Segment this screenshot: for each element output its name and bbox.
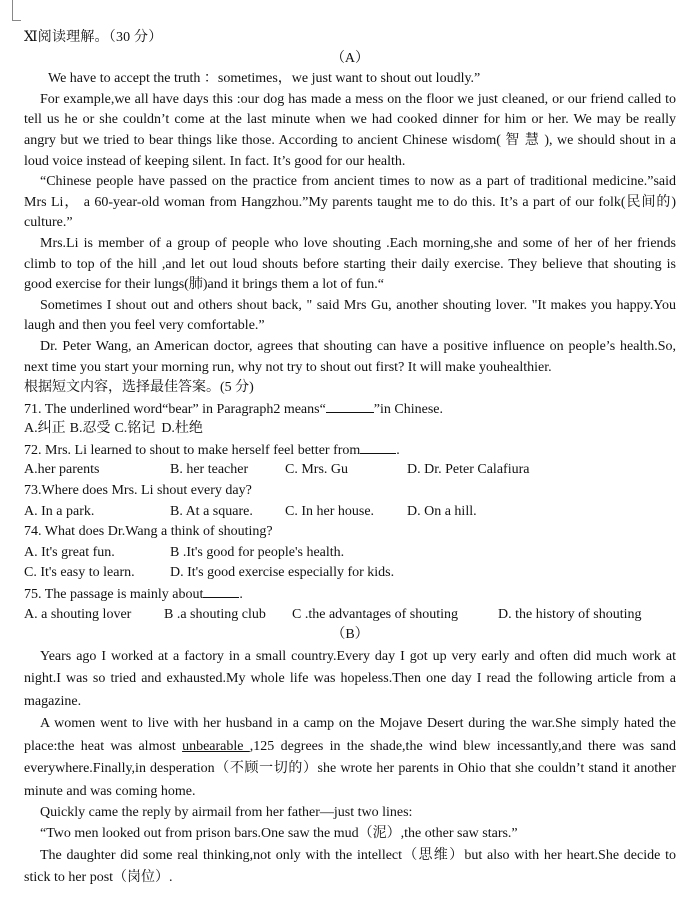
question-stem: 75. The passage is mainly about	[24, 587, 204, 603]
passage-b-paragraph-5: The daughter did some real thinking,not only with the intellect（思维）but also with her heart.She decide to stick to her post（岗位）.	[24, 847, 676, 885]
answer-blank[interactable]	[203, 584, 239, 598]
answer-blank[interactable]	[326, 399, 374, 413]
question-stem: 72. Mrs. Li learned to shout to make herself feel better from	[24, 442, 361, 458]
option-c[interactable]: C. It's easy to learn.	[24, 565, 135, 581]
options-75	[24, 605, 676, 626]
options-73	[24, 502, 676, 523]
options-74a	[24, 543, 676, 564]
option-b[interactable]: B. At a square.	[170, 503, 253, 519]
paragraph-text: A women went to live with her husband in a camp on the Mojave Desert during the war.She simply hated the place:the heat was almost	[24, 716, 676, 754]
document	[24, 28, 676, 890]
passage-a-paragraph-4: Sometimes I shout out and others shout back, " said Mrs Gu, another shouting lover. "It makes you happy.You laugh and then you feel very comfortable.”	[24, 297, 676, 334]
option-c[interactable]: C. In her house.	[285, 503, 375, 519]
passage-b-label: （B）	[331, 627, 369, 643]
question-stem-end: .	[239, 587, 243, 603]
option-b[interactable]: B .It's good for people's health.	[170, 544, 345, 560]
question-74: 74. What does Dr.Wang a think of shouting?	[24, 524, 273, 540]
option-d[interactable]: D. Dr. Peter Calafiura	[407, 462, 530, 478]
passage-a-paragraph-2: “Chinese people have passed on the practice from ancient times to now as a part of traditional medicine.”said Mrs Li， a 60-year-old woman from Hangzhou.”My parents taught me to do this. It’s a part of our folk(民间的) culture.”	[24, 174, 676, 231]
option-a[interactable]: A. It's great fun.	[24, 544, 115, 560]
option-d[interactable]: D. On a hill.	[407, 503, 477, 519]
section-heading: Ⅺ阅读理解。（30 分）	[24, 30, 163, 45]
passage-a-label: （A）	[330, 50, 370, 66]
option-d[interactable]: D. It's good exercise especially for kids.	[170, 565, 395, 581]
option-c[interactable]: C.铭记	[114, 421, 156, 437]
option-b[interactable]: B. her teacher	[170, 462, 249, 478]
underlined-word: unbearable	[182, 738, 250, 754]
option-a[interactable]: A.纠正	[24, 421, 66, 437]
option-b[interactable]: B.忍受	[69, 421, 111, 437]
question-stem-end: ”in Chinese.	[373, 401, 444, 417]
option-d[interactable]: D. the history of shouting	[498, 606, 642, 622]
passage-a-paragraph-0: We have to accept the truth ：sometimes，we just want to shout out loudly.”	[48, 71, 481, 87]
crop-mark	[12, 0, 21, 21]
passage-b-paragraph-1: Years ago I worked at a factory in a small country.Every day I got up very early and often did much work at night.I was so tried and exhausted.My whole life was hopeless.Then one day I read the following article from a magazine.	[24, 648, 676, 709]
question-71	[24, 399, 676, 420]
paragraph-text: ,125 degrees in the shade,the wind blew incessantly,and there was sand everywhere.Finally,in desperation（不顾一切的）she wrote her parents in Ohio that she couldn’t stand it another minute and was coming home.	[24, 738, 676, 799]
passage-a-paragraph-5: Dr. Peter Wang, an American doctor, agrees that shouting can have a positive influence on people’s health.So, next time you start your morning run, why not try to shout out first? It will make youhealthier.	[24, 338, 676, 375]
option-c[interactable]: C. Mrs. Gu	[285, 462, 349, 478]
option-b[interactable]: B .a shouting club	[164, 606, 266, 622]
question-72	[24, 440, 676, 461]
question-73: 73.Where does Mrs. Li shout every day?	[24, 483, 252, 499]
instruction: 根据短文内容，选择最佳答案。(5 分)	[24, 380, 254, 396]
passage-a-paragraph-3: Mrs.Li is member of a group of people who love shouting .Each morning,she and some of her of her friends climb to top of the hill ,and let out loud shouts before starting their daily exercise. They believe that shouting is good exercise for their lungs(肺)and it brings them a lot of fun.“	[24, 235, 676, 293]
passage-b-paragraph-2	[24, 713, 676, 803]
options-71	[24, 419, 676, 440]
passage-b-paragraph-3: Quickly came the reply by airmail from her father—just two lines:	[40, 805, 413, 821]
options-74b	[24, 563, 676, 584]
question-stem: 71. The underlined word“bear” in Paragraph2 means“	[24, 401, 326, 417]
option-d[interactable]: D.杜绝	[161, 421, 203, 437]
passage-b-paragraph-4: “Two men looked out from prison bars.One saw the mud（泥）,the other saw stars.”	[40, 825, 518, 841]
answer-blank[interactable]	[360, 440, 396, 454]
option-a[interactable]: A. a shouting lover	[24, 606, 132, 622]
question-stem-end: .	[396, 442, 400, 458]
option-a[interactable]: A.her parents	[24, 462, 100, 478]
option-a[interactable]: A. In a park.	[24, 503, 95, 519]
options-72	[24, 460, 676, 481]
option-c[interactable]: C .the advantages of shouting	[292, 606, 459, 622]
passage-a-paragraph-1: For example,we all have days this :our dog has made a mess on the floor we just cleaned, or our friend called to tell us he or she couldn’t come at the last minute when we had cooked dinner for him or her. We may be really angry but we tried to bear things like those. According to ancient Chinese wisdom( 智 慧 ), we should shout in a loud voice instead of keeping silent. In fact. It’s good for our health.	[24, 91, 676, 169]
question-75	[24, 584, 676, 605]
